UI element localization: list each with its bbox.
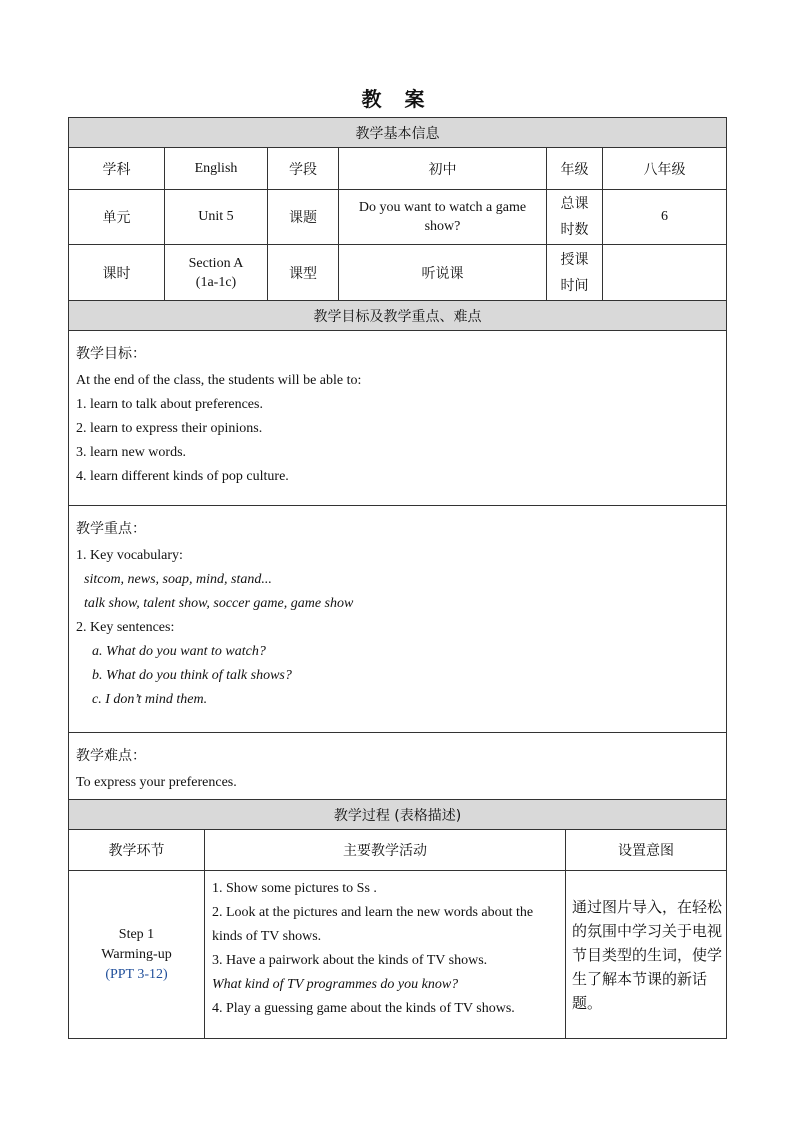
key-vocab-label: 1. Key vocabulary: [76,548,183,563]
total-hours-label-line1: 总课 [560,196,589,212]
difficulties-text: To express your preferences. [76,775,237,790]
key-sentences-label: 2. Key sentences: [76,620,175,635]
period-label: 课时 [69,245,165,301]
lesson-type-value: 听说课 [339,245,547,301]
doc-title: 教 案 [361,87,433,111]
topic-value: Do you want to watch a game show? [339,190,547,245]
period-value-line2: (1a-1c) [195,274,237,290]
teaching-time-value [603,245,727,301]
intent-cell: 通过图片导入，在轻松的氛围中学习关于电视节目类型的生词，使学生了解本节课的新话题。 [566,871,727,1039]
key-sentence: c. I don’t mind them. [92,692,208,707]
total-hours-label-line2: 时数 [560,222,589,238]
objective-item: 2. learn to express their opinions. [76,421,263,436]
unit-value: Unit 5 [165,190,268,245]
activity-item: 3. Have a pairwork about the kinds of TV shows. [212,953,488,968]
process-col-activities: 主要教学活动 [205,830,566,871]
lesson-type-label: 课型 [268,245,339,301]
subject-value: English [165,148,268,190]
grade-label: 年级 [547,148,603,190]
step-ppt-range: (PPT 3-12) [105,966,168,982]
activity-item: 4. Play a guessing game about the kinds of TV shows. [212,1001,515,1016]
objectives-header: 教学目标及教学重点、难点 [69,301,727,331]
key-vocab-line: sitcom, news, soap, mind, stand... [84,572,272,587]
objective-item: 3. learn new words. [76,445,187,460]
activity-question: What kind of TV programmes do you know? [212,977,459,992]
key-points-block [69,506,727,733]
period-value-line1: Section A [188,255,244,271]
key-vocab-line: talk show, talent show, soccer game, game show [84,596,354,611]
total-hours-value: 6 [603,190,727,245]
stage-label: 学段 [268,148,339,190]
teaching-time-label-line1: 授课 [560,251,589,268]
step-phase: Warming-up [101,946,172,962]
objectives-heading: 教学目标： [76,346,146,362]
activities-cell [205,871,566,1039]
key-sentence: a. What do you want to watch? [92,644,266,659]
activity-item: 2. Look at the pictures and learn the new words about the kinds of TV shows. [212,905,534,944]
process-col-intent: 设置意图 [566,830,727,871]
teaching-time-label [547,245,603,301]
key-points-heading: 教学重点： [76,521,146,537]
process-header: 教学过程 (表格描述) [69,800,727,830]
activity-item: 1. Show some pictures to Ss . [212,881,377,896]
topic-label: 课题 [268,190,339,245]
objectives-intro: At the end of the class, the students will be able to: [76,373,362,388]
lesson-plan-table [68,117,727,830]
basic-info-header: 教学基本信息 [69,118,727,148]
stage-value: 初中 [339,148,547,190]
key-sentence: b. What do you think of talk shows? [92,668,292,683]
process-table [68,829,727,1039]
objective-item: 4. learn different kinds of pop culture. [76,469,289,484]
difficulties-block [69,733,727,800]
subject-label: 学科 [69,148,165,190]
teaching-time-label-line2: 时间 [560,277,589,294]
period-value [165,245,268,301]
process-col-stage: 教学环节 [69,830,205,871]
unit-label: 单元 [69,190,165,245]
step-cell [69,871,205,1039]
step-name: Step 1 [118,926,155,942]
difficulties-heading: 教学难点： [76,748,146,764]
grade-value: 八年级 [603,148,727,190]
lesson-plan-sheet [68,117,726,1039]
objectives-block [69,331,727,506]
objective-item: 1. learn to talk about preferences. [76,397,263,412]
total-hours-label [547,190,603,245]
